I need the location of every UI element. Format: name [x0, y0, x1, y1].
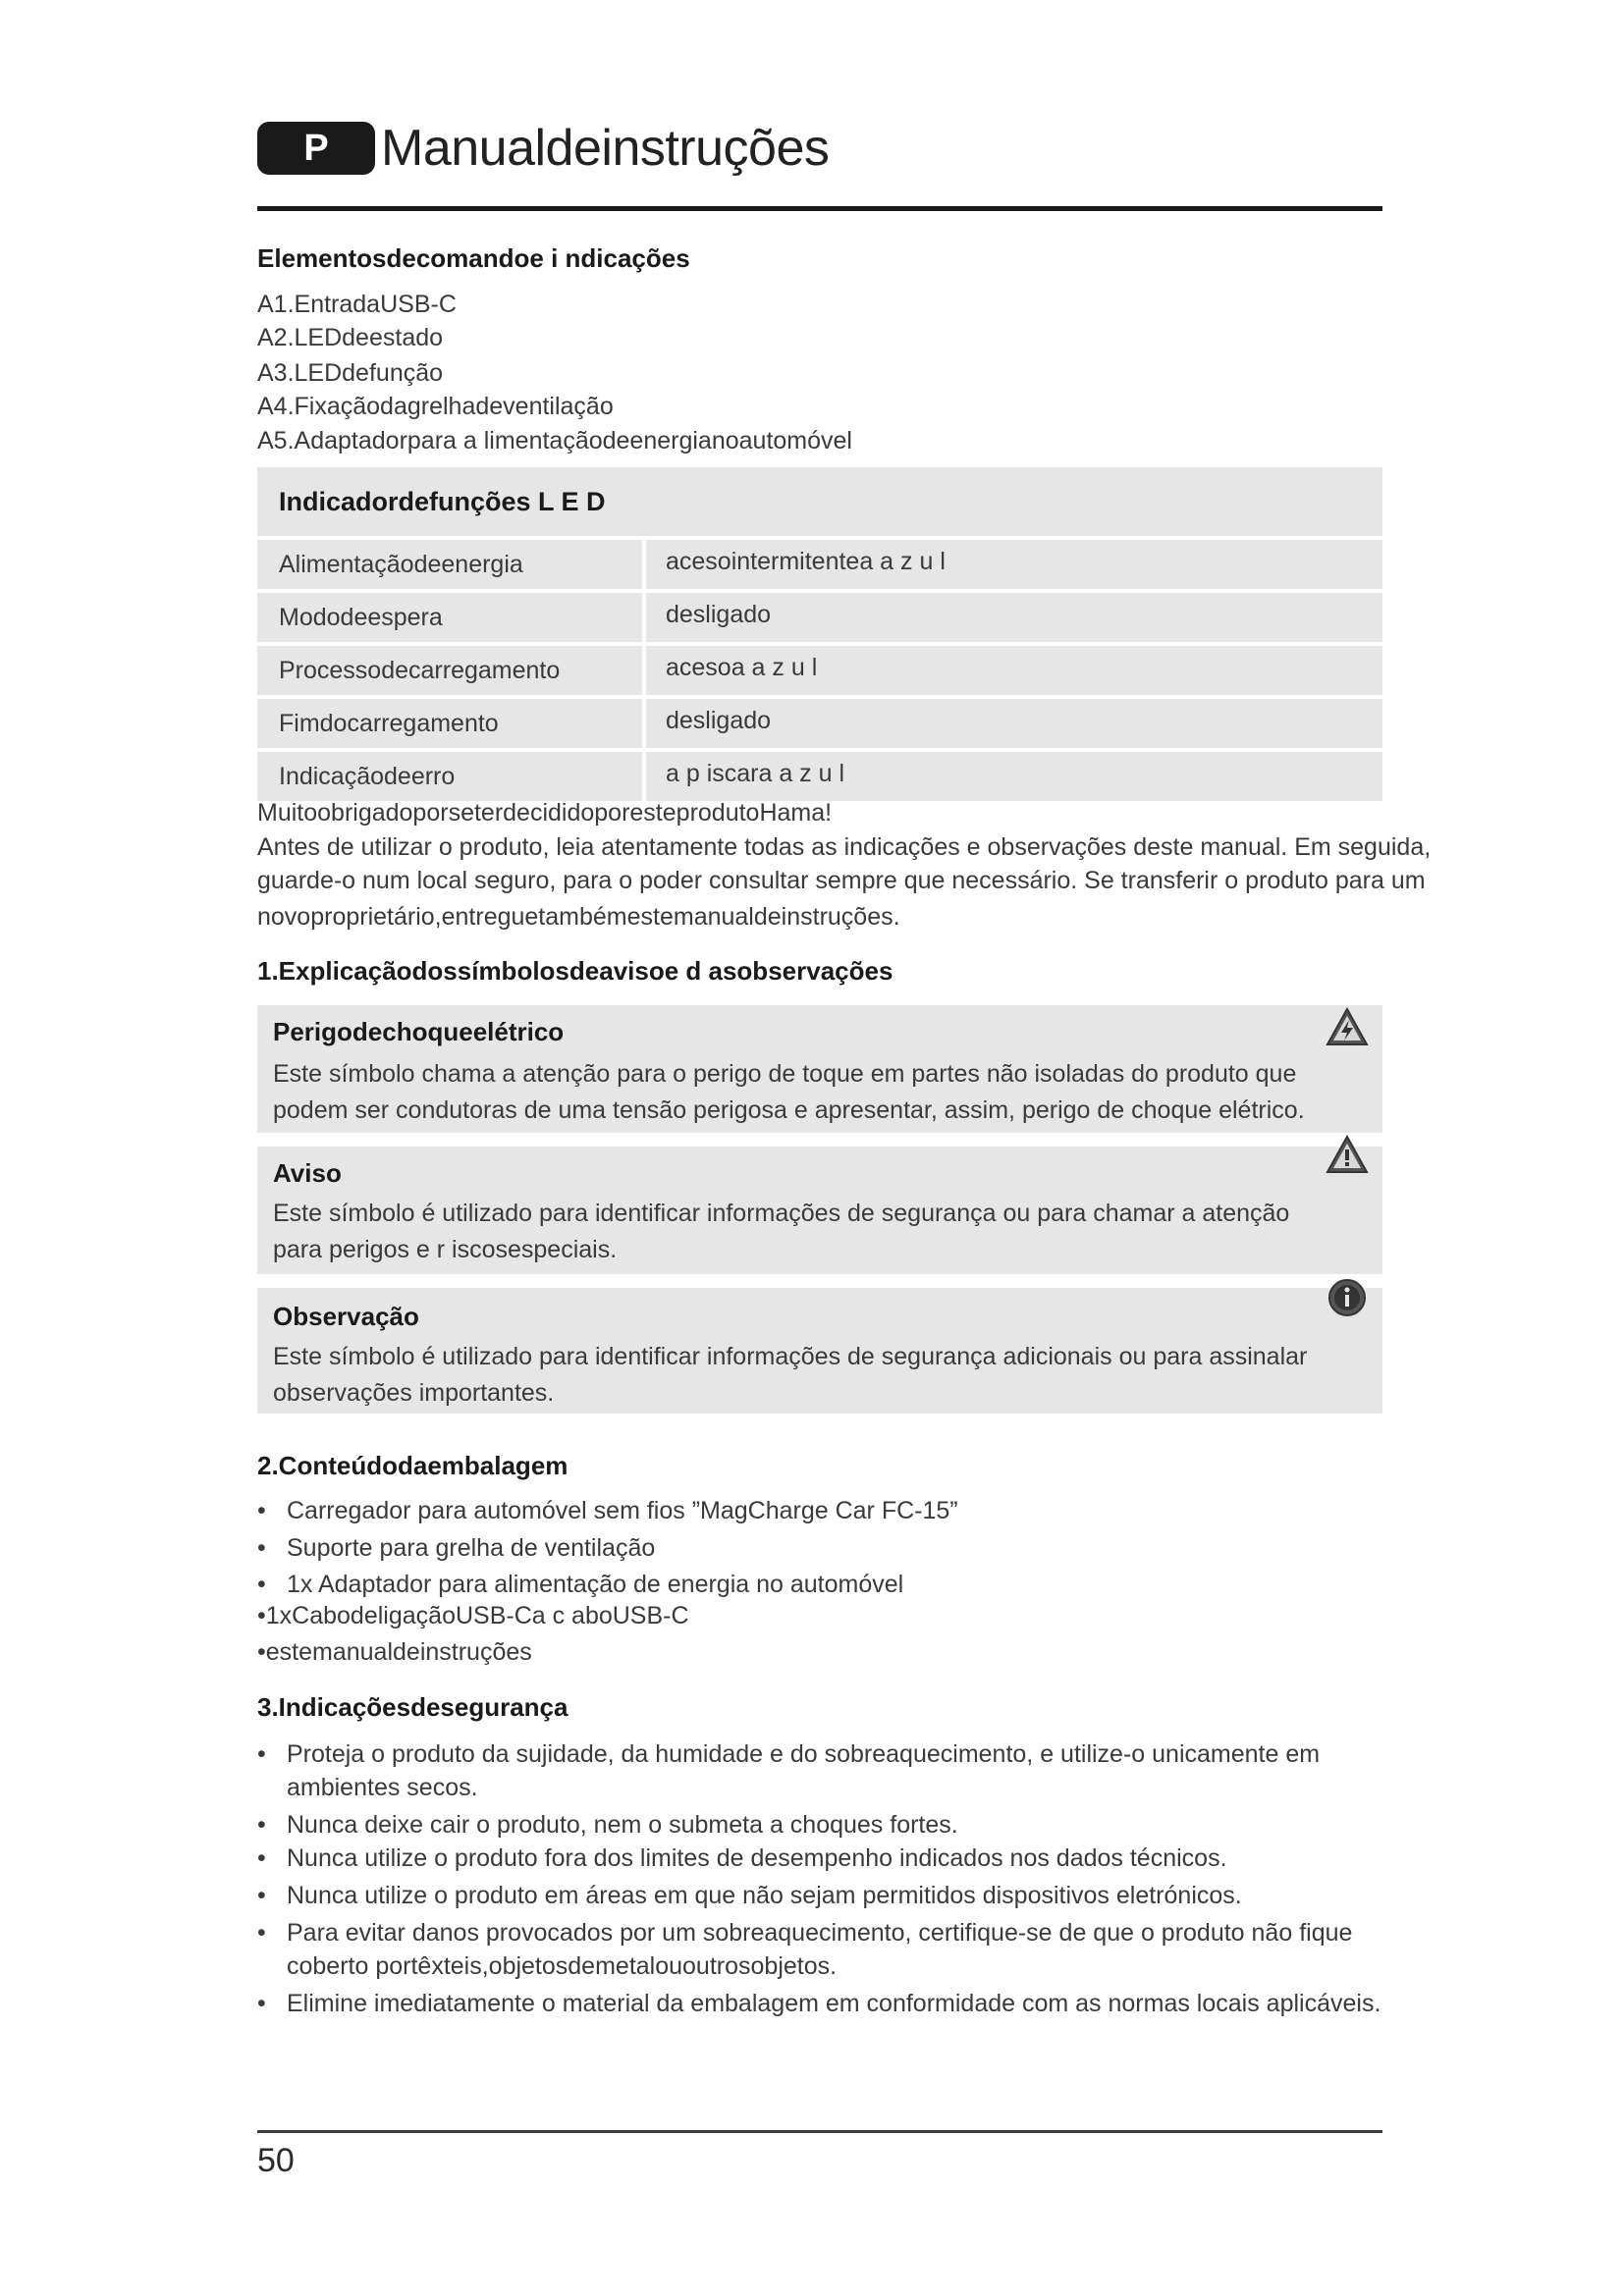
header-divider [257, 206, 1382, 211]
manual-page [257, 116, 1432, 2256]
intro-line: Antes de utilizar o produto, leia atentamente todas as indicações e observações deste manual. Em seguida, [257, 833, 1432, 861]
electric-shock-warning-icon [1326, 1007, 1369, 1046]
list-item: • Nunca utilize o produto em áreas em que não sejam permitidos dispositivos eletrónicos. [257, 1882, 1242, 1909]
warning-title: Observação [273, 1302, 419, 1331]
table-row [257, 752, 1382, 801]
list-item: • Para evitar danos provocados por um sobreaquecimento, certifique-se de que o produto não fique coberto portêxteis,objetosdemetalououtrosobjetos. [257, 1919, 1353, 1980]
table-row [257, 699, 1382, 748]
page-number: 50 [257, 2142, 295, 2179]
observation-box [257, 1288, 1382, 1414]
intro-line: guarde-o num local seguro, para o poder consultar sempre que necessário. Se transferir o produto para um [257, 867, 1426, 894]
page-title: Manualdeinstruções [381, 120, 830, 177]
warning-title: Perigodechoqueelétrico [273, 1017, 565, 1046]
warning-title: Aviso [273, 1158, 342, 1188]
list-item: •1xCabodeligaçãoUSB-Ca c aboUSB-C [257, 1602, 689, 1629]
warning-triangle-icon [1326, 1135, 1369, 1174]
list-item: •estemanualdeinstruções [257, 1638, 532, 1666]
list-item: • Elimine imediatamente o material da embalagem em conformidade com as normas locais aplicáveis. [257, 1990, 1381, 2017]
list-item: • Nunca deixe cair o produto, nem o submeta a choques fortes. [257, 1811, 958, 1839]
led-state-cell: Fimdocarregamento [257, 699, 642, 748]
page-header [257, 116, 1382, 210]
section-heading: 3.Indicaçõesdesegurança [257, 1692, 568, 1722]
table-row [257, 540, 1382, 589]
warning-text: Este símbolo é utilizado para identificar informações de segurança ou para chamar a atenção para perigos e r iscosespeciais. [273, 1200, 1290, 1263]
controls-heading: Elementosdecomandoe i ndicações [257, 243, 690, 273]
section-heading: 1.Explicaçãodossímbolosdeavisoe d asobservações [257, 956, 893, 986]
warning-text: Este símbolo chama a atenção para o perigo de toque em partes não isoladas do produto que podem ser condutoras de uma tensão perigosa e apresentar, assim, perigo de choque elétrico. [273, 1060, 1305, 1124]
controls-item: A1.EntradaUSB-C [257, 291, 457, 318]
footer-divider [257, 2130, 1382, 2133]
warning-box-electric [257, 1005, 1382, 1133]
controls-item: A3.LEDdefunção [257, 359, 444, 387]
table-row [257, 593, 1382, 642]
controls-item: A2.LEDdeestado [257, 324, 444, 351]
led-indication-cell: acesoa a z u l [646, 646, 1382, 695]
warning-box-aviso [257, 1147, 1382, 1274]
led-state-cell: Alimentaçãodeenergia [257, 540, 642, 589]
list-item: • 1x Adaptador para alimentação de energia no automóvel [257, 1571, 904, 1598]
info-icon [1326, 1278, 1369, 1317]
led-state-cell: Mododeespera [257, 593, 642, 642]
led-state-cell: Indicaçãodeerro [257, 752, 642, 801]
controls-item: A4.Fixaçãodagrelhadeventilação [257, 393, 614, 420]
thanks-text: MuitoobrigadoporseterdecididoporesteprodutoHama! [257, 799, 833, 827]
list-item: • Proteja o produto da sujidade, da humidade e do sobreaquecimento, e utilize-o unicamente em ambientes secos. [257, 1740, 1321, 1801]
list-item: • Carregador para automóvel sem fios ”MagCharge Car FC-15” [257, 1497, 958, 1524]
list-item: • Nunca utilize o produto fora dos limites de desempenho indicados nos dados técnicos. [257, 1844, 1227, 1872]
led-indication-cell: desligado [646, 699, 1382, 748]
language-badge: P [257, 122, 375, 175]
intro-line: novoproprietário,entreguetambémestemanualdeinstruções. [257, 903, 900, 931]
led-indication-cell: desligado [646, 593, 1382, 642]
section-heading: 2.Conteúdodaembalagem [257, 1451, 568, 1480]
warning-text: Este símbolo é utilizado para identificar informações de segurança adicionais ou para assinalar observações importantes. [273, 1343, 1308, 1407]
led-table-title: Indicadordefunções L E D [257, 467, 1382, 536]
led-state-cell: Processodecarregamento [257, 646, 642, 695]
led-indication-cell: acesointermitentea a z u l [646, 540, 1382, 589]
led-function-table [257, 467, 1382, 797]
list-item: • Suporte para grelha de ventilação [257, 1534, 656, 1562]
table-row [257, 646, 1382, 695]
led-indication-cell: a p iscara a z u l [646, 752, 1382, 801]
controls-item: A5.Adaptadorpara a limentaçãodeenergianoautomóvel [257, 427, 852, 454]
